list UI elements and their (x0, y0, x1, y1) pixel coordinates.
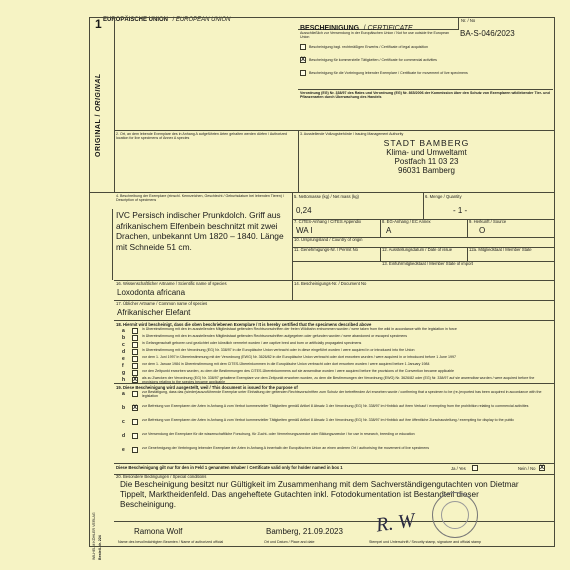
box-3-label: 3. Ausstellende Vollzugsbehörde / Issuing Management Authority (300, 132, 404, 136)
authority-pobox: Postfach 11 03 23 (394, 157, 459, 166)
box-6 (423, 193, 555, 220)
box-18-item-text: in Übereinstimmung mit der Verordnung (EG) Nr. 338/97 in die Europäische Union verbracht oder in diese eingeführt wurden / were acquired in or introduced into the Union (142, 348, 415, 352)
box-18-item (116, 334, 553, 341)
box-19-item-text: zur Befreiung von Exemplaren der Arten in Anhang A vom Verbot kommerzieller Tätigkeiten gemäß Artikel 8 Absatz 3 der Verordnung (EG) Nr. 338/97 im Hinblick auf ihren Verkauf / exempting from the prohibition relating to commercial activities (142, 404, 529, 408)
box-18-item-letter: e (122, 356, 125, 362)
box-18-item (116, 376, 553, 383)
box-18-item-letter: g (122, 370, 126, 376)
box-9 (467, 219, 555, 238)
quantity-value: - 1 - (453, 206, 468, 215)
union-en: EUROPEAN UNION (175, 17, 231, 23)
box-18-item-letter: f (122, 363, 124, 369)
special-conditions-text: Die Bescheinigung besitzt nur Gültigkeit im Zusammenhang mit dem Sachverständigengutachten von Dietmar Tippelt, Marktheidenfeld. Das angeheftete Gutachten inkl. Fotodokumentation ist Bestandteil dieser Bescheinigung. (120, 480, 519, 509)
validity-yes-label: Ja / Yes (451, 466, 466, 471)
box-17 (114, 300, 555, 321)
authority-name: STADT BAMBERG (383, 138, 470, 148)
certificate-title-en: CERTIFICATE (367, 25, 413, 32)
copy-number: 1 (95, 17, 102, 31)
validity-label: Diese Bescheinigung gilt nur für den in Feld 1 genannten Inhaber / Certificate valid only for holder named in box 1 (116, 465, 343, 470)
copy-label: ORIGINAL / ORIGINAL (95, 73, 102, 157)
box-12-label: 12. Ausstellungsdatum / Date of issue (382, 247, 453, 252)
side-publisher: WILHELM KÖHLER VERLAG (92, 512, 96, 560)
validity-no-checkbox[interactable]: X (540, 465, 545, 471)
box-19-item-checkbox[interactable] (132, 419, 138, 425)
box-19-label: 19. Diese Bescheinigung wird ausgestellt, weil / This document is issued for the purpose of (116, 385, 298, 390)
ec-annex-value: A (386, 226, 392, 235)
box-16 (114, 280, 293, 301)
box-18-item-text: vor dem 1. Juni 1997 in Übereinstimmung mit der Verordnung (EWG) Nr. 3626/82 in die Europäische Union verbracht oder dort erworben wurden / were acquired in or introduced before 1 June 1997 (142, 355, 457, 359)
box-19-item-letter: b (122, 405, 126, 411)
box-11-label: 11. Genehmigungs-Nr. / Permit No (294, 247, 358, 252)
cites-appendix-value: WA I (296, 226, 313, 235)
box-18-item-letter: d (122, 349, 126, 355)
box-7 (292, 219, 381, 238)
box-19-item-text: zur Bestätigung, dass das (wieder)auszuführende Exemplar unter Einhaltung der geltenden Rechtsvorschriften zum Schutz der betreffenden Art erworben wurde / confirming that a specimen to be (re-)exported has been acquired in accordance with the legislation (142, 390, 542, 399)
box-18-item-letter: c (122, 342, 125, 348)
box-18-item-letter: b (122, 335, 126, 341)
certificate-number: BA-S-046/2023 (460, 29, 515, 38)
box-6-label: 6. Menge / Quantity (425, 194, 462, 199)
union-header: EUROPÄISCHE UNION / EUROPEAN UNION (103, 17, 231, 23)
box-19-item (116, 432, 553, 446)
box-19-item-text: zur Genehmigung der Verbringung lebender Exemplare der Arten in Anhang A innerhalb der Europäischen Union an einen anderen Ort / authorising the movement of live specimens (142, 446, 430, 450)
box-18-item-letter: h (122, 377, 126, 383)
box-14-label: 14. Bescheinigungs-Nr. / Document No (294, 281, 367, 286)
box-14 (292, 280, 555, 301)
box-19-item-text: zur Befreiung von Exemplaren der Arten in Anhang A vom Verbot kommerzieller Tätigkeiten gemäß Artikel 8 Absatz 3 der Verordnung (EG) Nr. 338/97 im Hinblick auf ihre öffentliche Zurschaustellung / exempting for display to the public (142, 418, 515, 422)
box-18-item (116, 355, 553, 362)
box-19-item-letter: e (122, 447, 125, 453)
validity-no-label: Nein / No (518, 466, 536, 471)
box-12 (380, 247, 468, 262)
official-name-label: Name des bevollmächtigten Beamten / Name of authorized official (118, 540, 224, 544)
box-19-item-checkbox[interactable]: X (133, 405, 138, 411)
box-18-item-text: vor dem 1. Januar 1984 in Übereinstimmung mit dem CITES-Übereinkommen in die Europäische Union verbracht oder dort erworben wurden / were acquired before 1 January 1984 (142, 362, 430, 366)
box-3 (298, 130, 555, 193)
option-legal-acquisition-label: Bescheinigung bzgl. rechtmäßigen Erwerbs / Certificate of legal acquisition (309, 45, 429, 49)
box-18-item (116, 341, 553, 348)
box-19-item-checkbox[interactable] (132, 447, 138, 453)
box-4-label: 4. Beschreibung der Exemplare (einschl. Kennzeichen, Geschlecht / Geburtsdatum bei lebenden Tieren) / Description of specimens (116, 194, 285, 203)
box-5 (292, 193, 424, 220)
box-18-item-text: vor den Zeitpunkt erworben wurden, zu dem die Bestimmungen des CITES-Übereinkommens auf sie anwendbar wurden / were acquired before the provisions of the Convention became applicable (142, 369, 455, 373)
box-12a-label: 12a. Mitgliedstaat / Member State (469, 247, 532, 252)
certificate-note: Ausschließlich zur Verwendung in der Europäischen Union / Not for use outside the European Union (300, 31, 450, 40)
box-19-item-checkbox[interactable] (132, 391, 138, 397)
box-11 (292, 247, 381, 262)
certificate-block: BESCHEINIGUNG / CERTIFICATE Nr. / No BA-S-046/2023 Ausschließlich zur Verwendung in der Europäischen Union / Not for use outside the European Union Bescheinigung bzgl. rechtmäßigen Erwerbs / Certificate of legal acquisition X Bescheinigung für kommerzielle Tätigkeiten / Certificate for commercial activities Bescheinigung für die Vorbringung lebender Exemplare / Certificate for movement of live specimens Verordnung (EG) Nr. 338/97 des Rates und Verordnung (EG) Nr. 865/2006 der Kommission über den Schutz von Exemplaren wildlebender Tier- und Pflanzenarten durch Überwachung des Handels (298, 17, 555, 130)
side-order-number: Bestell-Nr. 224 (98, 535, 102, 560)
option-legal-acquisition-checkbox[interactable] (300, 44, 306, 50)
box-9-label: 9. Herkunft / Source (469, 219, 507, 224)
common-name-value: Afrikanischer Elefant (117, 308, 191, 317)
box-4-code-cell (89, 209, 113, 280)
box-19-item-letter: a (122, 391, 125, 397)
box-19-item-letter: d (122, 433, 126, 439)
box-20-label: 20. Besondere Bedingungen / Special conditions (116, 474, 207, 479)
box-19-item-letter: c (122, 419, 125, 425)
box-19-item (116, 390, 553, 404)
box-19-item (116, 418, 553, 432)
authority-department: Klima- und Umweltamt (386, 148, 467, 157)
source-value: O (479, 226, 486, 235)
box-18-item (116, 327, 553, 334)
box-19-item (116, 446, 553, 460)
net-mass-value: 0,24 (296, 206, 312, 215)
place-date-label: Ort und Datum / Place and date (264, 540, 315, 544)
box-18-item-text: in Übereinstimmung mit den im ausstellenden Mitgliedstaat geltenden Rechtsvorschriften aufgegeben oder gefunden wurden / were abandoned or escaped specimens (142, 334, 408, 338)
box-18-item-text: als zu Zwecken der Verordnung (EG) Nr. 338/97 gehaltene Exemplare vor dem Zeitpunkt erworben wurden, zu dem die Bestimmungen der Verordnung (EWG) Nr. 3626/82 oder (EG) Nr. 338/97 auf sie anwendbar wurden / were acquired before the provisions relating to the species became applicable (142, 376, 535, 385)
official-stamp (432, 492, 478, 538)
box-13-label: 13. Einfuhrmitgliedstaat / Member State of import (382, 261, 474, 266)
box-12a (467, 247, 555, 262)
box-16-label: 16. Wissenschaftlicher Artname / Scientific name of species (116, 281, 227, 286)
signature-scribble: R. W (374, 509, 417, 537)
box-19-item (116, 404, 553, 418)
box-2-label: 2. Ort, an dem lebende Exemplare des in Anhang A aufgeführten Arten gehalten werden dürfen / Authorized location for live specimens of Annex A species (116, 132, 288, 141)
box-8-label: 8. EG-Anhang / EC Annex (382, 219, 431, 224)
certificate-nr-label: Nr. / No (461, 18, 476, 23)
box-10-label: 10. Ursprungsland / Country of origin (294, 237, 363, 242)
box-18-item-text: in Übereinstimmung mit den im ausstellenden Mitgliedstaat geltenden Rechtsvorschriften der freien Wildbahn entnommen wurden / were taken from the wild in accordance with the legislation in force (142, 327, 457, 331)
authority-city: 96031 Bamberg (398, 166, 455, 175)
box-4 (89, 192, 293, 281)
right-boxes (292, 192, 555, 281)
box-8 (380, 219, 468, 238)
regulation-text: Verordnung (EG) Nr. 338/97 des Rates und Verordnung (EG) Nr. 865/2006 der Kommission über den Schutz von Exemplaren wildlebender Tier- und Pflanzenarten durch Überwachung des Handels (298, 89, 553, 101)
box-13 (292, 261, 555, 281)
box-20 (114, 473, 555, 521)
union-de: EUROPÄISCHE UNION (103, 17, 169, 23)
copy-column (89, 17, 115, 192)
box-17-label: 17. Üblicher Artname / Common name of species (116, 301, 208, 306)
box-19-item-text: zur Verwendung der Exemplare für die wissenschaftliche Forschung, für Zucht- oder Vermehrungszwecke oder Bildungszwecke / for use in research, breeding or education (142, 432, 415, 436)
box-1-holder (114, 17, 296, 131)
place-date-value: Bamberg, 21.09.2023 (266, 527, 343, 536)
box-18-item-checkbox[interactable]: X (133, 377, 138, 383)
box-2 (114, 130, 299, 193)
box-18-item-letter: a (122, 328, 125, 334)
specimen-description: IVC Persisch indischer Prunkdolch. Griff aus afrikanischem Elfenbein beschnitzt mit zwei Drachen, unbekannt Um 1820 – 1840. Länge mit Schneide 51 cm. (116, 210, 284, 252)
official-name: Ramona Wolf (134, 527, 183, 536)
option-live-movement-label: Bescheinigung für die Vorbringung lebender Exemplare / Certificate for movement of live specimens (309, 71, 468, 75)
box-7-label: 7. CITES-Anhang / CITES Appendix (294, 219, 362, 224)
box-18-item-text: in Gefangenschaft geboren und gezüchtet oder künstlich vermehrt wurden / are captive bred and born or artificially propagated specimens (142, 341, 362, 345)
box-19-item-checkbox[interactable] (132, 433, 138, 439)
option-commercial-label: Bescheinigung für kommerzielle Tätigkeiten / Certificate for commercial activities (309, 58, 437, 62)
box-18-label: 18. Hiermit wird bescheinigt, dass die oben beschriebenen Exemplare / It is hereby certified that the specimens described above (116, 322, 372, 327)
validity-yes-checkbox[interactable] (472, 465, 478, 471)
option-commercial-checkbox[interactable]: X (301, 57, 306, 63)
box-18-item (116, 348, 553, 355)
option-live-movement-checkbox[interactable] (300, 70, 306, 76)
certificate-title-de: BESCHEINIGUNG (300, 25, 360, 32)
signature-label: Stempel und Unterschrift / Security stamp, signature and official stamp (369, 540, 481, 544)
box-18-item (116, 369, 553, 376)
scientific-name-value: Loxodonta africana (117, 288, 186, 297)
box-5-label: 5. Nettomasse (kg) / Net mass (kg) (294, 194, 359, 199)
official-stamp-inner (441, 501, 469, 529)
signature-row (114, 509, 555, 548)
box-18-item (116, 362, 553, 369)
